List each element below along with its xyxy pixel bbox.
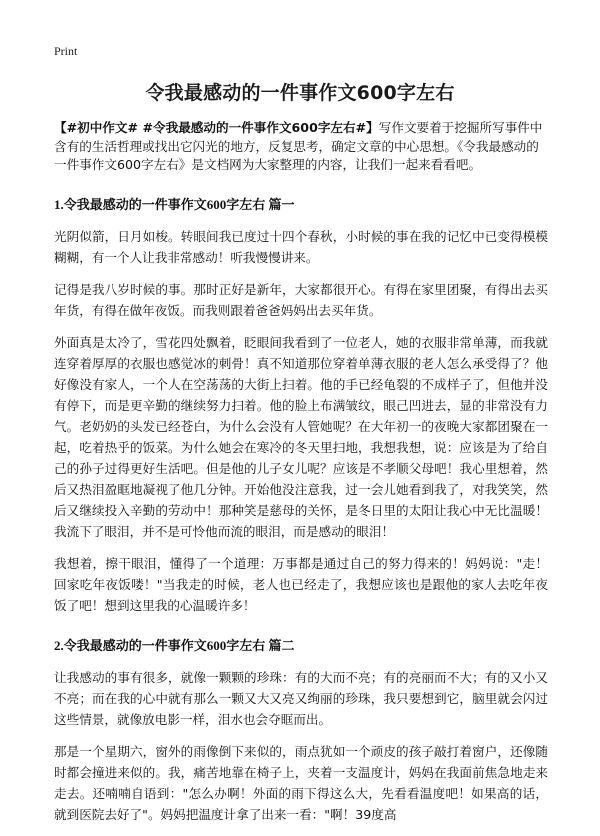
paragraph: 那是一个星期六，窗外的雨像倒下来似的，雨点犹如一个顽皮的孩子敲打着窗户，还像随时都会撞进来似的。我，痛苦地靠在椅子上，夹着一支温度计，妈妈在我面前焦急地走来走去。还喃喃自语到："怎么办啊！外面的雨下得这么大，先看看温度吧！如果高的话，就到医院去好了"。妈妈把温度计拿了出来一看："啊！39度高: [54, 743, 548, 822]
print-link[interactable]: Print: [54, 44, 78, 58]
paragraph: 我想着，擦干眼泪，懂得了一个道理：万事都是通过自己的努力得来的！妈妈说："走！回家吃年夜饭喽！"当我走的时候，老人也已经走了，我想应该也是跟他的家人去吃年夜饭了吧！想到这里我的心温暖许多！: [54, 555, 548, 613]
section-heading: 2.令我最感动的一件事作文600字左右 篇二: [54, 637, 295, 653]
paragraph: 外面真是太冷了，雪花四处飘着，眨眼间我看到了一位老人，她的衣服非常单薄，而我就连穿着厚厚的衣服也感觉冰的刺骨！真不知道那位穿着单薄衣服的老人怎么承受得了？他好像没有家人，一个人在空荡荡的大街上扫着。他的手已经龟裂的不成样子了，但他并没有停下，而是更辛勤的继续努力扫着。他的脸上布满皱纹，眼己凹进去，显的非常没有力气。老奶奶的头发已经苍白，为什么会没有人管她呢？在大年初一的夜晚大家都团聚在一起，吃着热乎的饭菜。为什么她会在寒冷的冬天里扫地，我想我想，说：应该是为了给自己的孙子过得更好生活吧。但是他的儿子女儿呢？应该是不孝顺父母吧！我心里想着，然后又热泪盈眶地凝视了他几分钟。开始他没注意我，过一会儿她看到我了，对我笑笑，然后又继续投入辛勤的劳动中！那种笑是慈母的关怀，是冬日里的太阳让我心中无比温暖！我流下了眼泪，并不是可怜他而流的眼泪，而是感动的眼泪！: [54, 334, 548, 539]
article-body: [54, 119, 548, 836]
paragraph: 让我感动的事有很多，就像一颗颗的珍珠：有的大而不亮；有的亮丽而不大；有的又小又不亮；而在我的心中就有那么一颗又大又亮又绚丽的珍珠，我只要想到它，脑里就会闪过这些情景，就像放电影一样，泪水也会夺眶而出。: [54, 669, 548, 727]
paragraph: 记得是我八岁时候的事。那时正好是新年，大家都很开心。有得在家里团聚，有得出去买年货，有得在做年夜饭。而我则跟着爸爸妈妈出去买年货。: [54, 281, 548, 318]
intro-paragraph: [54, 119, 548, 175]
paragraph: 光阴似箭，日月如梭。转眼间我已度过十四个春秋，小时候的事在我的记忆中已变得模模糊糊，有一个人让我非常感动！听我慢慢讲来。: [54, 228, 548, 265]
section-heading: 1.令我最感动的一件事作文600字左右 篇一: [54, 196, 295, 212]
intro-text: 写作文要着于挖掘所写事件中含有的生活哲理或找出它闪光的地方，反复思考，确定文章的中心思想。《令我最感动的一件事作文600字左右》是文档网为大家整理的内容，让我们一起来看看吧。: [54, 120, 543, 172]
page-title: 令我最感动的一件事作文600字左右: [145, 82, 455, 104]
intro-tag: 【#初中作文# #令我最感动的一件事作文600字左右#】: [54, 120, 379, 135]
